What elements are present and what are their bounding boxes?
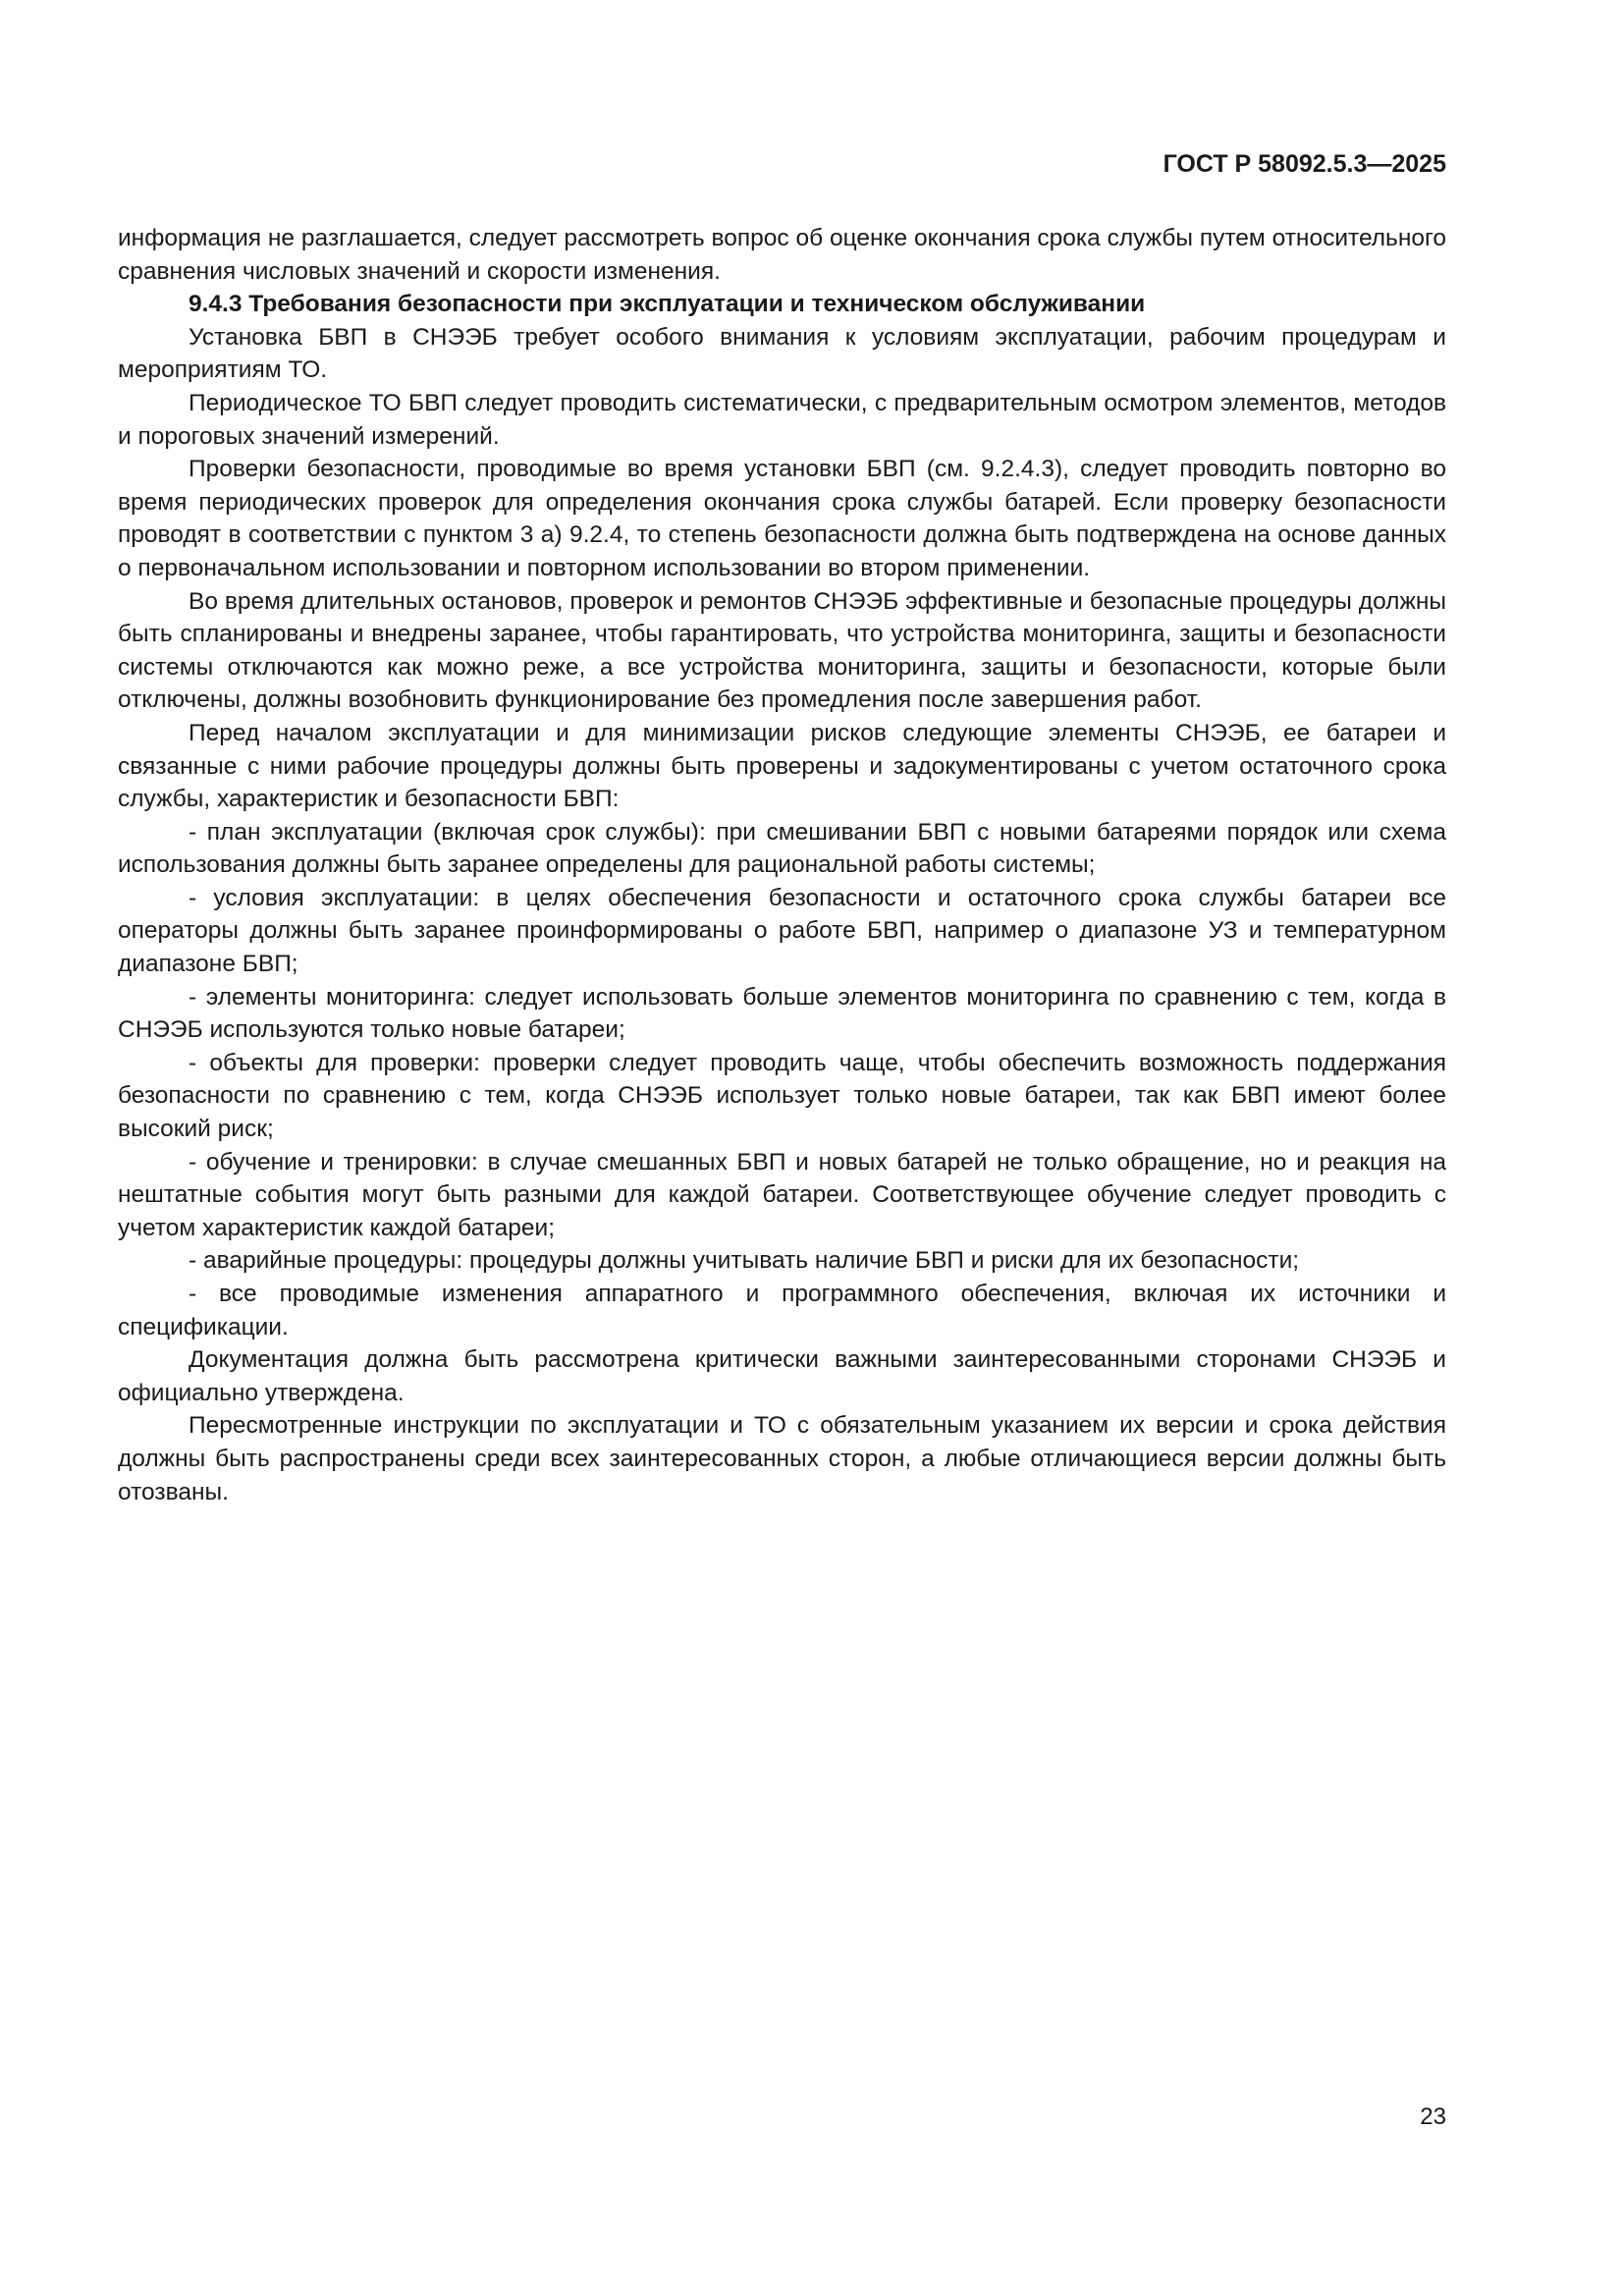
list-item: - условия эксплуатации: в целях обеспечения безопасности и остаточного срока службы батареи все операторы должны быть заранее проинформированы о работе БВП, например о диапазоне УЗ и температурном диапазоне БВП;	[118, 884, 1446, 978]
paragraph-continuation: информация не разглашается, следует рассмотреть вопрос об оценке окончания срока службы путем относительного сравнения числовых значений и скорости изменения.	[118, 225, 1446, 285]
document-body	[118, 222, 1446, 1508]
paragraph: Документация должна быть рассмотрена критически важными заинтересованными сторонами СНЭЭБ и официально утверждена.	[118, 1346, 1446, 1406]
list-item: - обучение и тренировки: в случае смешанных БВП и новых батарей не только обращение, но и реакция на нештатные события могут быть разными для каждой батареи. Соответствующее обучение следует проводить с учетом характеристик каждой батареи;	[118, 1148, 1446, 1241]
list-item: - аварийные процедуры: процедуры должны учитывать наличие БВП и риски для их безопасности;	[189, 1247, 1300, 1275]
paragraph: Перед началом эксплуатации и для минимизации рисков следующие элементы СНЭЭБ, ее батареи и связанные с ними рабочие процедуры должны быть проверены и задокументированы с учетом остаточного срока службы, характеристик и безопасности БВП:	[118, 719, 1446, 813]
list-item: - все проводимые изменения аппаратного и программного обеспечения, включая их источники и спецификации.	[118, 1281, 1446, 1340]
paragraph: Проверки безопасности, проводимые во время установки БВП (см. 9.2.4.3), следует проводить повторно во время периодических проверок для определения окончания срока службы батарей. Если проверку безопасности проводят в соответствии с пунктом 3 а) 9.2.4, то степень безопасности должна быть подтверждена на основе данных о первоначальном использовании и повторном использовании во втором применении.	[118, 456, 1446, 581]
section-heading-9-4-3: 9.4.3 Требования безопасности при эксплуатации и техническом обслуживании	[189, 291, 1146, 318]
document-standard-number: ГОСТ Р 58092.5.3—2025	[1163, 150, 1446, 178]
paragraph: Установка БВП в СНЭЭБ требует особого внимания к условиям эксплуатации, рабочим процедурам и мероприятиям ТО.	[118, 323, 1446, 384]
paragraph: Во время длительных остановов, проверок и ремонтов СНЭЭБ эффективные и безопасные процедуры должны быть спланированы и внедрены заранее, чтобы гарантировать, что устройства мониторинга, защиты и безопасности системы отключаются как можно реже, а все устройства мониторинга, защиты и безопасности, которые были отключены, должны возобновить функционирование без промедления после завершения работ.	[118, 587, 1446, 714]
list-item: - план эксплуатации (включая срок службы): при смешивании БВП с новыми батареями порядок или схема использования должны быть заранее определены для рациональной работы системы;	[118, 818, 1446, 879]
paragraph: Периодическое ТО БВП следует проводить систематически, с предварительным осмотром элементов, методов и пороговых значений измерений.	[118, 389, 1446, 450]
page-number: 23	[1420, 2104, 1446, 2130]
list-item: - элементы мониторинга: следует использовать больше элементов мониторинга по сравнению с тем, когда в СНЭЭБ используются только новые батареи;	[118, 983, 1446, 1044]
list-item: - объекты для проверки: проверки следует проводить чаще, чтобы обеспечить возможность поддержания безопасности по сравнению с тем, когда СНЭЭБ использует только новые батареи, так как БВП имеют более высокий риск;	[118, 1049, 1446, 1143]
paragraph: Пересмотренные инструкции по эксплуатации и ТО с обязательным указанием их версии и срока действия должны быть распространены среди всех заинтересованных сторон, а любые отличающиеся версии должны быть отозваны.	[118, 1412, 1446, 1505]
